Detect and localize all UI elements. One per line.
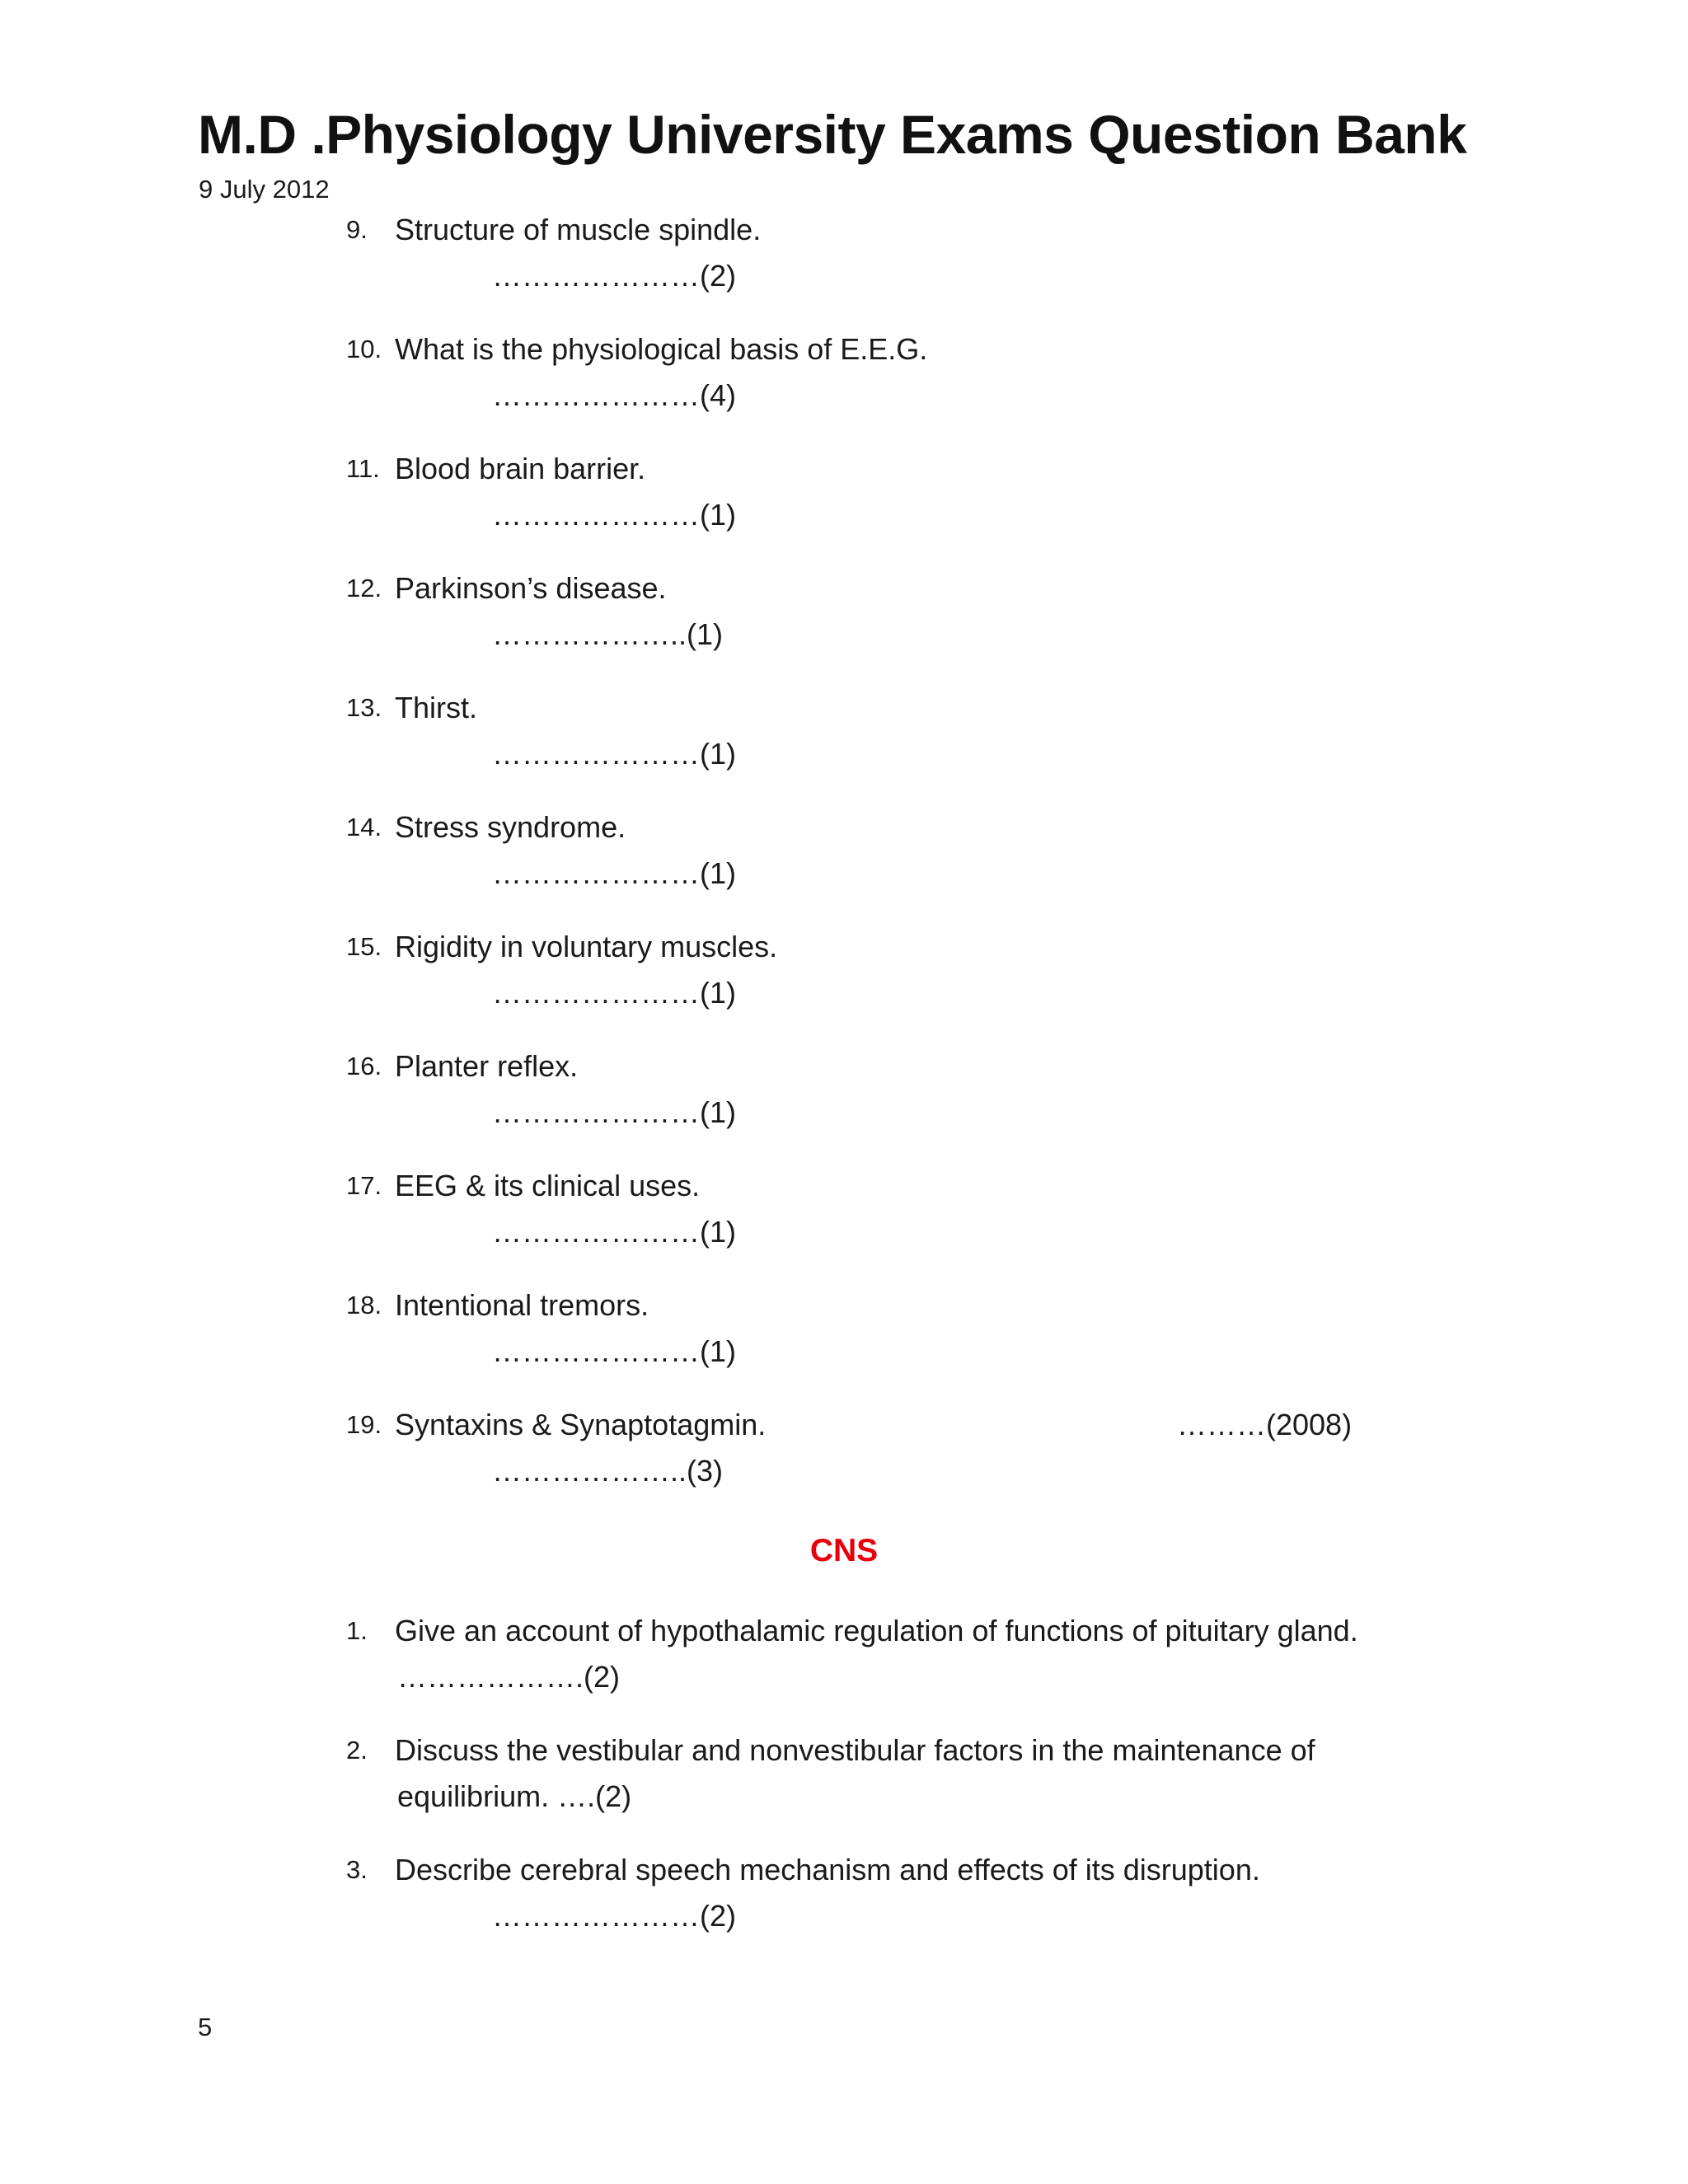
section-heading: CNS: [809, 1533, 879, 1568]
page-title: M.D .Physiology University Exams Question Bank: [198, 104, 1467, 165]
question-text: Rigidity in voluntary muscles.: [395, 930, 778, 963]
question-number: 12.: [346, 574, 382, 602]
question-number: 17.: [346, 1171, 382, 1200]
question-text: What is the physiological basis of E.E.G.: [395, 332, 928, 366]
question-marks: …………………(4): [492, 378, 736, 412]
question-number: 18.: [346, 1291, 382, 1319]
question-number: 9.: [346, 215, 368, 244]
question-text-continued: equilibrium. ….(2): [397, 1779, 632, 1813]
question-marks: ………………..(3): [492, 1454, 724, 1488]
question-marks: …………………(1): [492, 856, 736, 890]
question-number: 19.: [346, 1410, 382, 1439]
question-number: 3.: [346, 1855, 368, 1884]
page-number: 5: [198, 2013, 213, 2041]
question-marks: …………………(1): [492, 1215, 736, 1249]
question-text: Intentional tremors.: [395, 1288, 649, 1322]
question-number: 2.: [346, 1736, 368, 1765]
question-marks: …………………(2): [492, 1899, 736, 1933]
question-marks: …………………(1): [492, 498, 736, 532]
question-marks: …………………(1): [492, 1095, 736, 1129]
question-number: 14.: [346, 813, 382, 841]
question-text: Parkinson’s disease.: [395, 571, 667, 605]
question-marks: …………………(1): [492, 976, 736, 1010]
question-marks: …………………(1): [492, 737, 736, 771]
question-number: 16.: [346, 1052, 382, 1080]
question-text: Syntaxins & Synaptotagmin.: [395, 1408, 767, 1441]
question-number: 10.: [346, 335, 382, 363]
question-text: Structure of muscle spindle.: [395, 213, 762, 246]
question-number: 1.: [346, 1616, 368, 1645]
question-marks: ……………….(2): [397, 1660, 620, 1694]
question-text: Give an account of hypothalamic regulation of functions of pituitary gland.: [395, 1614, 1358, 1647]
question-marks: …………………(1): [492, 1334, 736, 1368]
question-text: Discuss the vestibular and nonvestibular factors in the maintenance of: [395, 1733, 1315, 1767]
page-date: 9 July 2012: [199, 175, 330, 204]
question-number: 11.: [346, 454, 380, 483]
question-marks: …………………(2): [492, 259, 736, 293]
question-text: Planter reflex.: [395, 1049, 579, 1083]
question-text: EEG & its clinical uses.: [395, 1169, 701, 1202]
question-marks: ………………..(1): [492, 617, 724, 651]
question-number: 13.: [346, 693, 382, 722]
question-text: Thirst.: [395, 691, 478, 724]
question-text: Describe cerebral speech mechanism and effects of its disruption.: [395, 1853, 1260, 1886]
question-number: 15.: [346, 932, 382, 961]
question-year: ………(2008): [1177, 1408, 1353, 1441]
question-text: Stress syndrome.: [395, 810, 626, 844]
question-text: Blood brain barrier.: [395, 452, 646, 485]
